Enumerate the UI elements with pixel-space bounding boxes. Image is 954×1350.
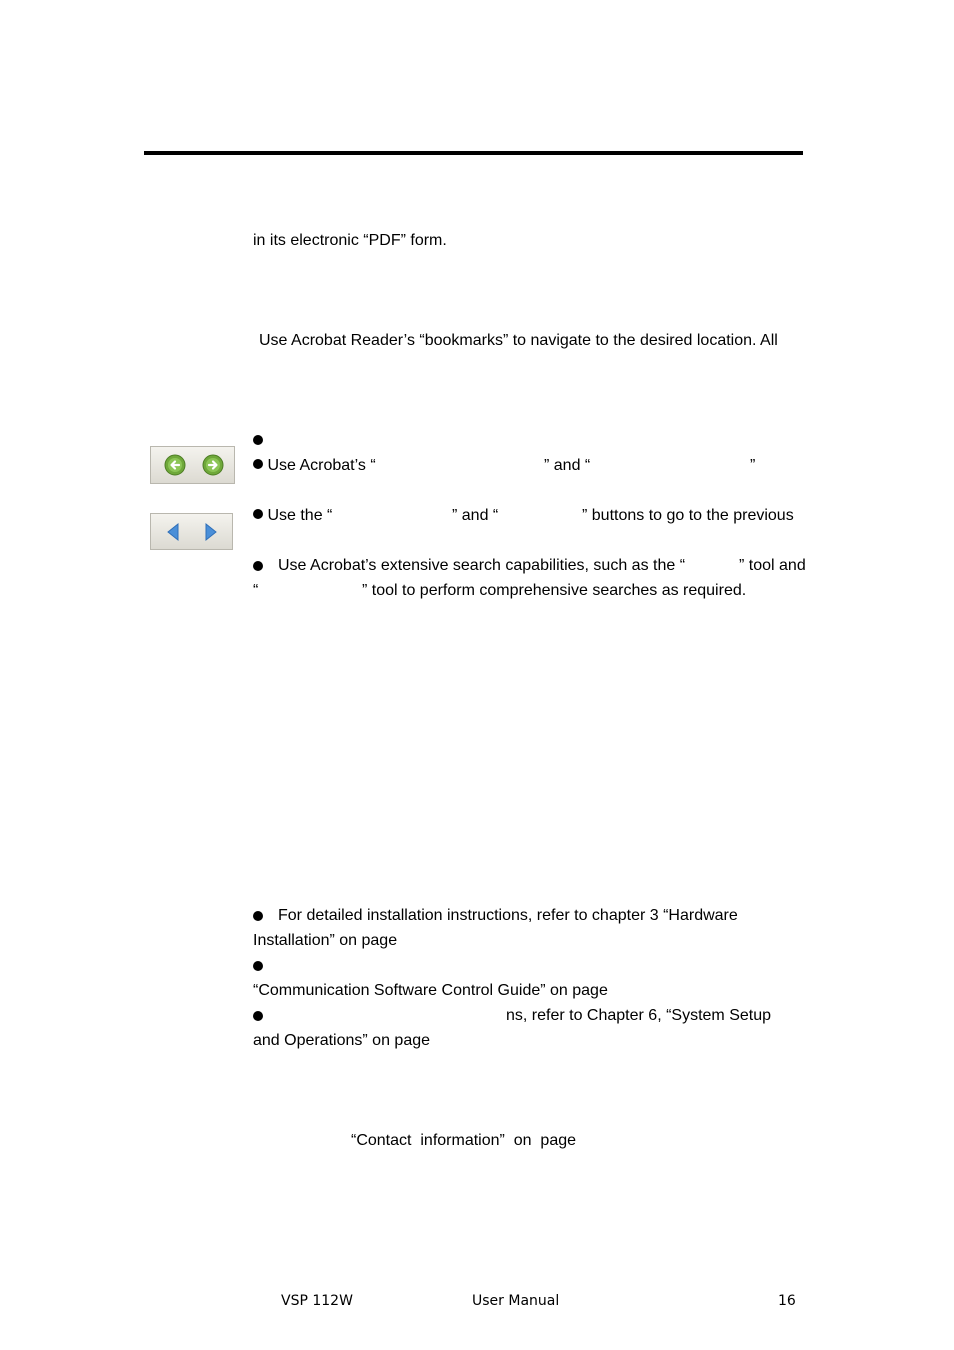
green-forward-arrow-icon bbox=[202, 454, 224, 476]
bullet-icon bbox=[253, 509, 263, 519]
search-line-1: Use Acrobat’s extensive search capabilities, such as the “ bbox=[278, 557, 686, 574]
bullet-icon bbox=[253, 911, 263, 921]
comm-line: “Communication Software Control Guide” on page bbox=[253, 982, 608, 999]
bullet-icon bbox=[253, 459, 263, 469]
install-line-2: Installation” on page bbox=[253, 932, 398, 949]
green-back-arrow-icon bbox=[164, 454, 186, 476]
search-line-1-end: ” tool and bbox=[739, 557, 806, 574]
bullet-icon bbox=[253, 435, 263, 445]
search-line-2-end: ” tool to perform comprehensive searches as required. bbox=[362, 582, 747, 599]
search-line-2-quote: “ bbox=[253, 582, 259, 599]
bullet-icon bbox=[253, 1011, 263, 1021]
view-buttons-and: ” and “ bbox=[544, 457, 591, 474]
blue-next-triangle-icon bbox=[203, 522, 219, 542]
install-line-1: For detailed installation instructions, refer to chapter 3 “Hardware bbox=[278, 907, 738, 924]
page-nav-toolbar bbox=[150, 513, 233, 550]
intro-line: in its electronic “PDF” form. bbox=[253, 232, 447, 249]
bullet-icon bbox=[253, 961, 263, 971]
setup-line-1: ns, refer to Chapter 6, “System Setup bbox=[506, 1007, 772, 1024]
page-buttons-and: ” and “ bbox=[452, 507, 499, 524]
bullet-icon bbox=[253, 561, 263, 571]
bookmarks-line: Use Acrobat Reader’s “bookmarks” to navigate to the desired location. All bbox=[259, 332, 778, 349]
view-buttons-line: Use Acrobat’s “ bbox=[253, 456, 376, 476]
page-buttons-line: Use the “ bbox=[253, 506, 332, 526]
footer-model: VSP 112W bbox=[281, 1293, 353, 1309]
header-rule bbox=[144, 151, 803, 155]
blue-previous-triangle-icon bbox=[165, 522, 181, 542]
contact-line: “Contact information” on page bbox=[351, 1132, 577, 1149]
setup-line-2: and Operations” on page bbox=[253, 1032, 431, 1049]
footer-doc-title: User Manual bbox=[472, 1293, 560, 1309]
view-buttons-end-quote: ” bbox=[750, 457, 756, 474]
footer-page-number: 16 bbox=[778, 1293, 796, 1309]
view-nav-toolbar bbox=[150, 446, 235, 484]
page-buttons-end: ” buttons to go to the previous bbox=[582, 507, 794, 524]
